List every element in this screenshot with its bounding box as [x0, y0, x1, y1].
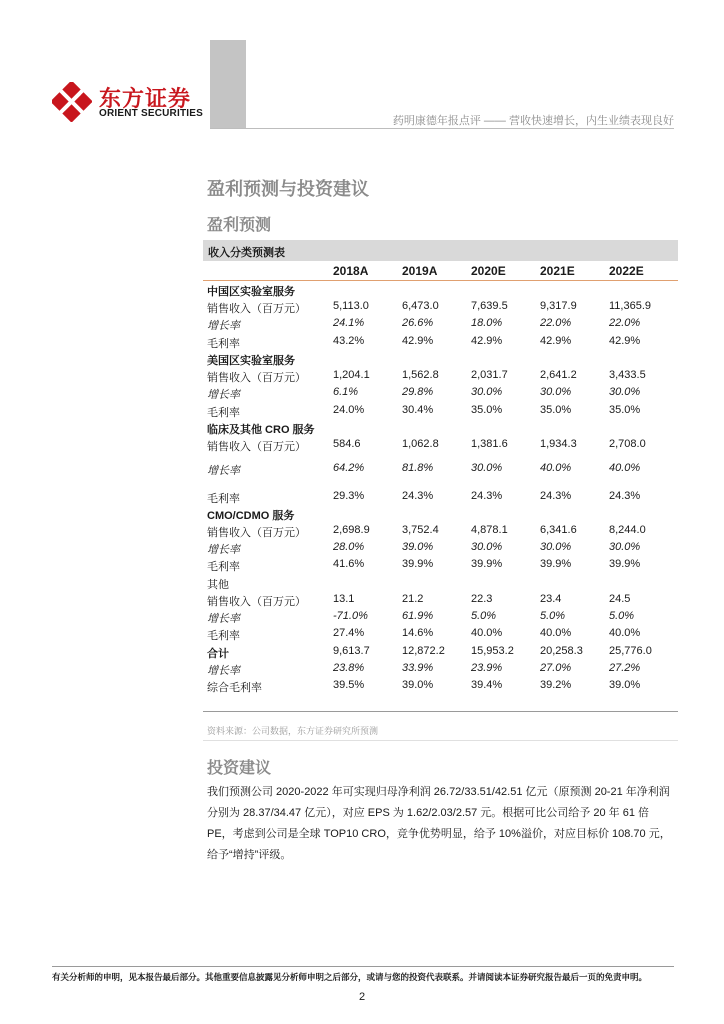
year-header: 2019A: [402, 264, 438, 278]
row-label: 毛利率: [207, 561, 240, 573]
row-label: 增长率: [207, 465, 240, 477]
table-cell: 2,698.9: [333, 524, 370, 536]
table-cell: 584.6: [333, 438, 361, 450]
table-cell: 42.9%: [609, 335, 641, 347]
table-cell: 3,752.4: [402, 524, 439, 536]
year-header: 2022E: [609, 264, 644, 278]
table-cell: 2,031.7: [471, 369, 508, 381]
table-cell: 30.0%: [471, 462, 503, 474]
table-cell: 30.0%: [609, 541, 641, 553]
table-cell: 30.0%: [609, 386, 641, 398]
investment-title: 投资建议: [207, 760, 272, 777]
table-cell: 28.0%: [333, 541, 365, 553]
table-cell: 5.0%: [471, 610, 497, 622]
source-divider: [203, 740, 678, 741]
table-cell: 7,639.5: [471, 300, 508, 312]
table-cell: 39.4%: [471, 679, 503, 691]
table-cell: 22.3: [471, 593, 493, 605]
table-cell: 5,113.0: [333, 300, 369, 312]
row-label: 销售收入（百万元）: [207, 527, 306, 539]
row-label: 合计: [207, 648, 229, 660]
row-label: 毛利率: [207, 630, 240, 642]
table-cell: 30.0%: [471, 386, 503, 398]
table-cell: 39.5%: [333, 679, 365, 691]
table-cell: 64.2%: [333, 462, 365, 474]
table-cell: 14.6%: [402, 627, 434, 639]
table-cell: 20,258.3: [540, 645, 583, 657]
header-gray-block: [210, 40, 246, 128]
table-cell: 39.9%: [471, 558, 503, 570]
company-logo: [52, 78, 212, 122]
table-cell: 24.3%: [540, 490, 572, 502]
table-cell: 24.3%: [471, 490, 503, 502]
row-label: 增长率: [207, 613, 240, 625]
row-label: 临床及其他 CRO 服务: [207, 424, 315, 436]
table-cell: 23.4: [540, 593, 562, 605]
table-cell: 35.0%: [609, 404, 641, 416]
table-cell: 33.9%: [402, 662, 434, 674]
table-cell: 23.9%: [471, 662, 503, 674]
table-cell: 40.0%: [540, 627, 572, 639]
table-cell: 24.5: [609, 593, 631, 605]
table-cell: 42.9%: [540, 335, 572, 347]
table-cell: 4,878.1: [471, 524, 508, 536]
table-source-note: 资料来源：公司数据，东方证券研究所预测: [207, 726, 379, 736]
row-label: 中国区实验室服务: [207, 286, 295, 298]
footer-divider: [52, 966, 674, 967]
table-cell: 24.1%: [333, 317, 365, 329]
table-cell: 1,381.6: [471, 438, 508, 450]
table-cell: 12,872.2: [402, 645, 445, 657]
row-label: 其他: [207, 579, 229, 591]
table-cell: 21.2: [402, 593, 424, 605]
table-cell: 24.3%: [402, 490, 434, 502]
table-cell: 41.6%: [333, 558, 365, 570]
header-divider: [210, 128, 674, 129]
table-cell: 26.6%: [402, 317, 434, 329]
table-cell: 39.9%: [540, 558, 572, 570]
table-cell: 29.8%: [402, 386, 434, 398]
table-cell: 5.0%: [540, 610, 566, 622]
table-cell: 42.9%: [471, 335, 503, 347]
row-label: 销售收入（百万元）: [207, 372, 306, 384]
table-cell: 29.3%: [333, 490, 365, 502]
brand-name-en: ORIENT SECURITIES: [99, 108, 203, 119]
table-cell: 42.9%: [402, 335, 434, 347]
table-cell: 39.0%: [402, 541, 434, 553]
investment-paragraph: 我们预测公司 2020-2022 年可实现归母净利润 26.72/33.51/42.51 亿元（原预测 20-21 年净利润分别为 28.37/34.47 亿元），对应 EPS 为 1.62/2.03/2.57 元。根据可比公司给予 20 年 61 倍 PE，考虑到公司是全球 TOP10 CRO，竞争优势明显，给予 10%溢价，对应目标价 108.70 元，给予“增持”评级。: [207, 786, 671, 861]
table-cell: 40.0%: [609, 627, 641, 639]
sub-section-title: 盈利预测: [207, 217, 272, 234]
table-cell: 8,244.0: [609, 524, 646, 536]
table-cell: 35.0%: [540, 404, 572, 416]
table-cell: 3,433.5: [609, 369, 646, 381]
table-header-row: [203, 261, 678, 281]
row-label: 销售收入（百万元）: [207, 303, 306, 315]
brand-name-cn: 东方证券: [99, 86, 192, 111]
row-label: 增长率: [207, 389, 240, 401]
table-cell: 40.0%: [609, 462, 641, 474]
table-cell: 24.0%: [333, 404, 365, 416]
row-label: 销售收入（百万元）: [207, 596, 306, 608]
table-cell: 43.2%: [333, 335, 365, 347]
row-label: 毛利率: [207, 493, 240, 505]
year-header: 2018A: [333, 264, 369, 278]
year-header: 2020E: [471, 264, 506, 278]
table-cell: 6.1%: [333, 386, 359, 398]
section-title: 盈利预测与投资建议: [207, 179, 369, 199]
row-label: 美国区实验室服务: [207, 355, 295, 367]
row-label: 增长率: [207, 665, 240, 677]
orient-logo-icon: [52, 82, 92, 122]
table-cell: 30.0%: [540, 541, 572, 553]
report-header-title: 药明康德年报点评 —— 营收快速增长，内生业绩表现良好: [392, 115, 674, 127]
table-cell: 11,365.9: [609, 300, 652, 312]
table-cell: 1,562.8: [402, 369, 439, 381]
table-cell: 15,953.2: [471, 645, 514, 657]
row-label: CMO/CDMO 服务: [207, 510, 295, 522]
table-cell: 2,641.2: [540, 369, 577, 381]
table-cell: 18.0%: [471, 317, 503, 329]
table-cell: 6,341.6: [540, 524, 577, 536]
table-cell: 39.2%: [540, 679, 572, 691]
table-cell: 25,776.0: [609, 645, 652, 657]
table-cell: 23.8%: [333, 662, 365, 674]
table-cell: 22.0%: [609, 317, 641, 329]
table-cell: -71.0%: [333, 610, 368, 622]
table-caption: 收入分类预测表: [203, 240, 678, 261]
table-cell: 9,613.7: [333, 645, 370, 657]
table-bottom-rule: [203, 711, 678, 712]
row-label: 毛利率: [207, 338, 240, 350]
table-cell: 1,062.8: [402, 438, 439, 450]
table-cell: 30.0%: [471, 541, 503, 553]
table-cell: 39.9%: [402, 558, 434, 570]
table-cell: 61.9%: [402, 610, 434, 622]
table-cell: 27.2%: [609, 662, 641, 674]
table-cell: 5.0%: [609, 610, 635, 622]
table-cell: 27.4%: [333, 627, 365, 639]
table-cell: 1,204.1: [333, 369, 370, 381]
row-label: 增长率: [207, 320, 240, 332]
table-cell: 30.4%: [402, 404, 434, 416]
table-cell: 40.0%: [540, 462, 572, 474]
table-cell: 1,934.3: [540, 438, 577, 450]
table-cell: 40.0%: [471, 627, 503, 639]
table-cell: 13.1: [333, 593, 355, 605]
row-label: 销售收入（百万元）: [207, 441, 306, 453]
table-cell: 2,708.0: [609, 438, 646, 450]
table-cell: 22.0%: [540, 317, 572, 329]
row-label: 毛利率: [207, 407, 240, 419]
row-label: 增长率: [207, 544, 240, 556]
table-cell: 39.0%: [609, 679, 641, 691]
table-cell: 81.8%: [402, 462, 434, 474]
table-cell: 39.0%: [402, 679, 434, 691]
table-cell: 27.0%: [540, 662, 572, 674]
table-cell: 9,317.9: [540, 300, 577, 312]
table-cell: 30.0%: [540, 386, 572, 398]
table-cell: 24.3%: [609, 490, 641, 502]
table-cell: 35.0%: [471, 404, 503, 416]
table-cell: 39.9%: [609, 558, 641, 570]
row-label: 综合毛利率: [207, 682, 262, 694]
table-cell: 6,473.0: [402, 300, 439, 312]
footer-disclaimer: 有关分析师的申明，见本报告最后部分。其他重要信息披露见分析师申明之后部分，或请与您的投资代表联系。并请阅读本证券研究报告最后一页的免责申明。: [52, 972, 648, 982]
page-number: 2: [358, 991, 366, 1003]
year-header: 2021E: [540, 264, 575, 278]
